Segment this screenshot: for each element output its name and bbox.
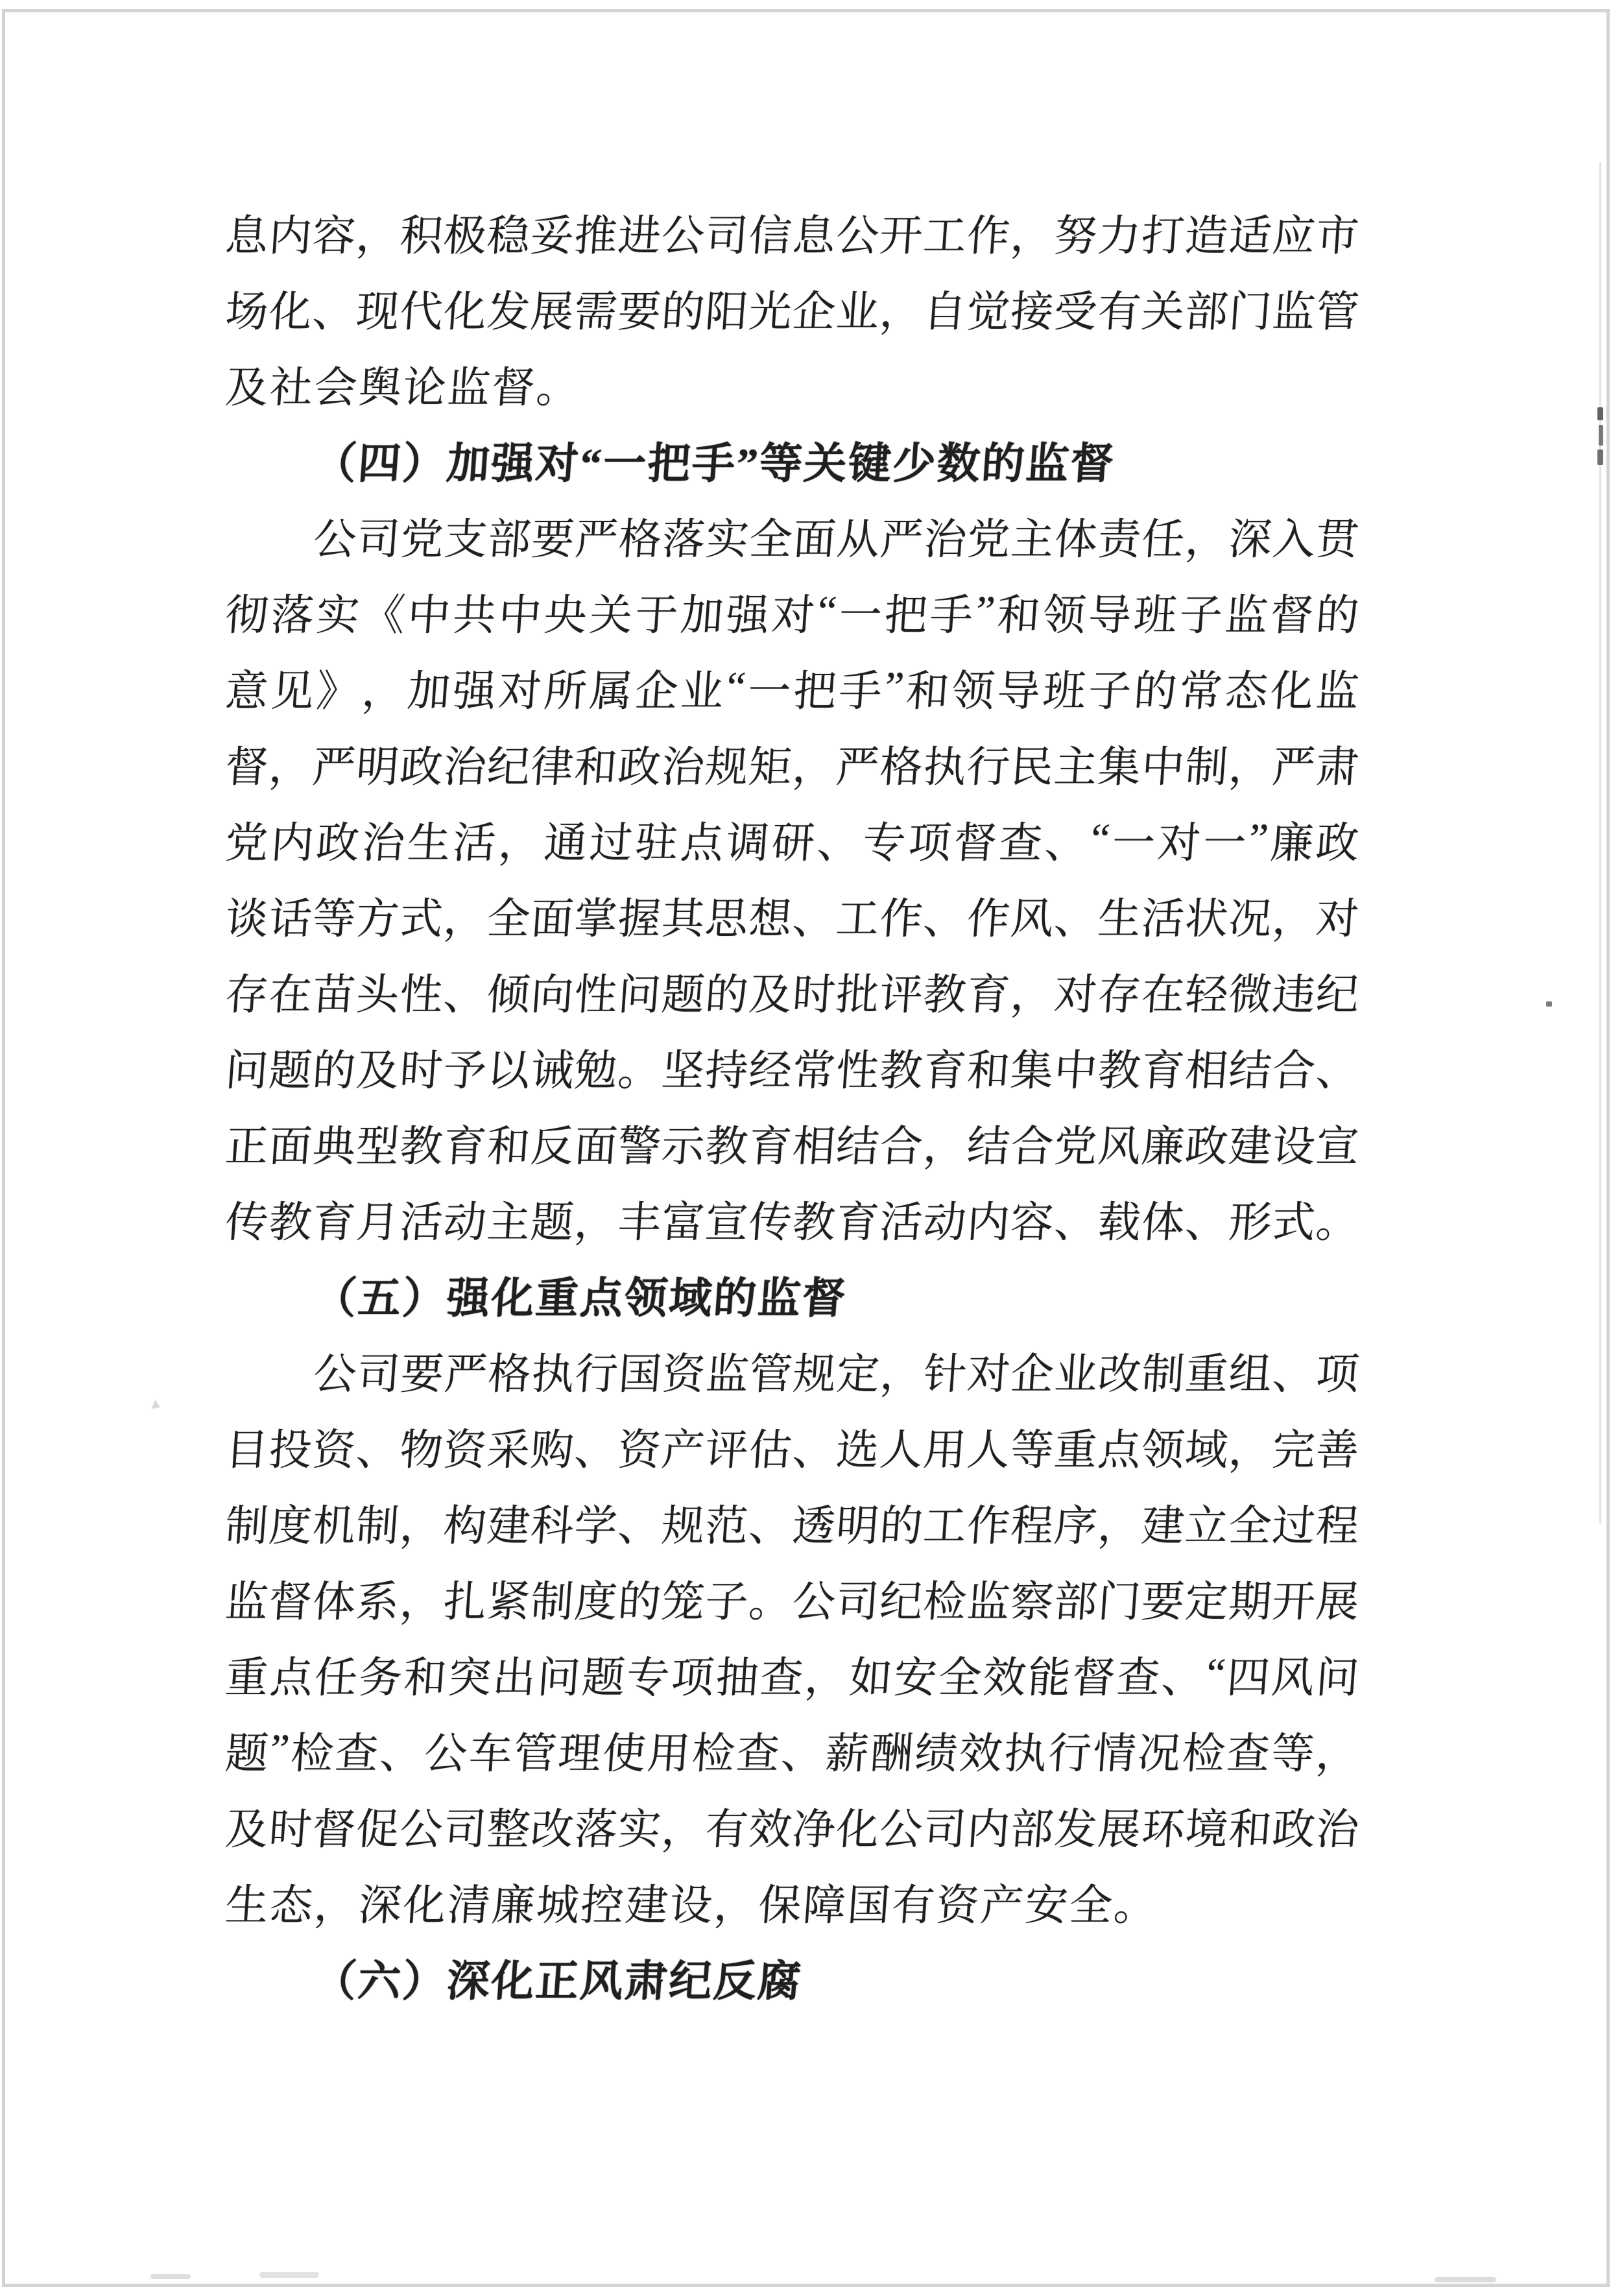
text-line: 意 见 》 ， 加 强 对 所 属 企 业 “ 一 把 手 ” 和 领 导 班 子 的 常 态 化 监 [223, 663, 1361, 715]
document-text-column [223, 194, 1361, 2015]
text-line: 督 ， 严 明 政 治 纪 律 和 政 治 规 矩 ， 严 格 执 行 民 主 集 中 制 ， 严 肃 [223, 744, 1361, 791]
text-line: 彻 落 实 《 中 共 中 央 关 于 加 强 对 “ 一 把 手 ” 和 领 导 班 子 监 督 的 [223, 587, 1361, 640]
text-line: 制 度 机 制 ， 构 建 科 学 、 规 范 、 透 明 的 工 作 程 序 ， 建 立 全 过 程 [223, 1503, 1361, 1550]
scan-smudge-artifact [1435, 2277, 1496, 2282]
section-heading: （四）加强对“一把手”等关键少数的监督 [311, 440, 1117, 488]
text-line: 重 点 任 务 和 突 出 问 题 专 项 抽 查 ， 如 安 全 效 能 督 查 、 “ 四 风 问 [223, 1649, 1361, 1702]
text-line: 目 投 资 、 物 资 采 购 、 资 产 评 估 、 选 人 用 人 等 重 点 领 域 ， 完 善 [223, 1427, 1361, 1474]
section-heading: （五）强化重点领域的监督 [311, 1275, 849, 1322]
text-line: 正 面 典 型 教 育 和 反 面 警 示 教 育 相 结 合 ， 结 合 党 风 廉 政 建 设 宣 [223, 1123, 1361, 1171]
text-line: 公 司 要 严 格 执 行 国 资 监 管 规 定 ， 针 对 企 业 改 制 重 组 、 项 [311, 1351, 1361, 1398]
text-line: 党 内 政 治 生 活 ， 通 过 驻 点 调 研 、 专 项 督 查 、 “ 一 对 一 ” 廉 政 [223, 815, 1361, 867]
text-line: 题 ” 检 查 、 公 车 管 理 使 用 检 查 、 薪 酬 绩 效 执 行 情 况 检 查 等 ， [223, 1725, 1361, 1778]
scan-smudge-artifact [1597, 407, 1603, 420]
text-line: 监 督 体 系 ， 扎 紧 制 度 的 笼 子 。 公 司 纪 检 监 察 部 门 要 定 期 开 展 [223, 1579, 1361, 1626]
text-line: 问 题 的 及 时 予 以 诫 勉 。 坚 持 经 常 性 教 育 和 集 中 教 育 相 结 合 、 [223, 1047, 1361, 1095]
scan-edge-line-artifact [1599, 162, 1601, 1524]
section-heading: （六）深化正风肃纪反腐 [311, 1958, 804, 2005]
text-line: 公 司 党 支 部 要 严 格 落 实 全 面 从 严 治 党 主 体 责 任 ， 深 入 贯 [311, 516, 1361, 564]
text-line: 传 教 育 月 活 动 主 题 ， 丰 富 宣 传 教 育 活 动 内 容 、 载 体 、 形 式 。 [223, 1199, 1361, 1247]
text-line: 及社会舆论监督。 [223, 365, 583, 412]
text-line: 及 时 督 促 公 司 整 改 落 实 ， 有 效 净 化 公 司 内 部 发 展 环 境 和 政 治 [223, 1806, 1361, 1854]
scan-smudge-artifact [1599, 425, 1603, 446]
text-line: 息 内 容 ， 积 极 稳 妥 推 进 公 司 信 息 公 开 工 作 ， 努 力 打 造 适 应 市 [223, 213, 1361, 260]
text-line: 场 化 、 现 代 化 发 展 需 要 的 阳 光 企 业 ， 自 觉 接 受 有 关 部 门 监 管 [223, 289, 1361, 336]
text-line: 存 在 苗 头 性 、 倾 向 性 问 题 的 及 时 批 评 教 育 ， 对 存 在 轻 微 违 纪 [223, 972, 1361, 1019]
scan-dot-artifact [1546, 1001, 1552, 1007]
scan-smudge-artifact [1597, 449, 1603, 465]
text-line: 生态，深化清廉城控建设，保障国有资产安全。 [223, 1882, 1160, 1930]
text-line: 谈 话 等 方 式 ， 全 面 掌 握 其 思 想 、 工 作 、 作 风 、 生 活 状 况 ， 对 [223, 896, 1361, 943]
scan-smudge-artifact [259, 2272, 319, 2278]
scan-smudge-artifact [150, 2274, 191, 2279]
